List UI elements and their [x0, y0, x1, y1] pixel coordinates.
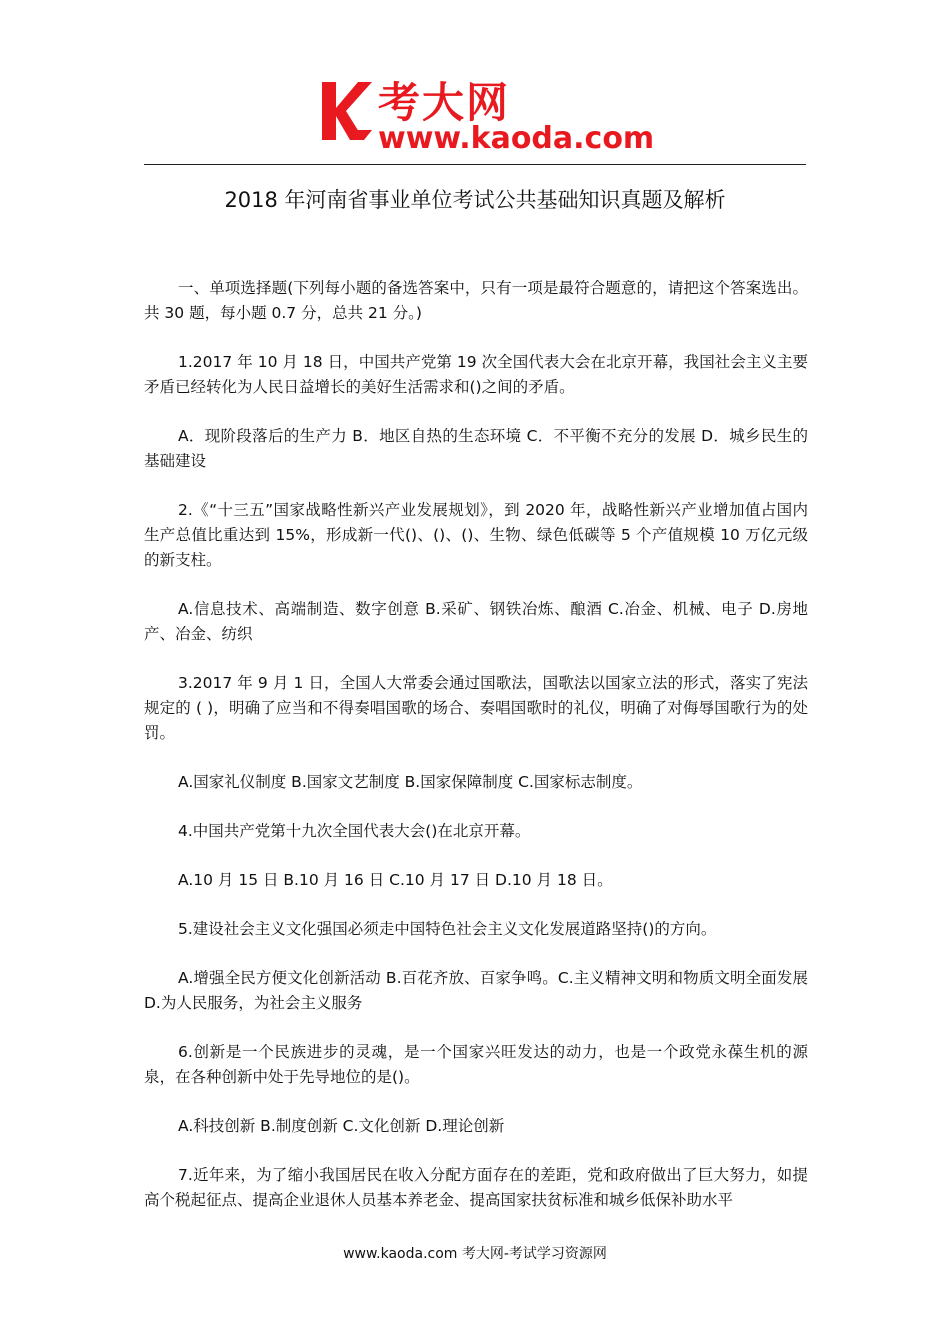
question-5: 5.建设社会主义文化强国必须走中国特色社会主义文化发展道路坚持()的方向。 [178, 920, 717, 938]
header-divider [144, 164, 806, 165]
document-title: 2018 年河南省事业单位考试公共基础知识真题及解析 [224, 188, 726, 212]
logo-url: www.kaoda.com [378, 121, 655, 156]
question-2-options: A.信息技术、高端制造、数字创意 B.采矿、钢铁冶炼、酿酒 C.冶金、机械、电子 D.房地产、冶金、纺织 [144, 600, 808, 643]
question-6: 6.创新是一个民族进步的灵魂，是一个国家兴旺发达的动力，也是一个政党永葆生机的源泉，在各种创新中处于先导地位的是()。 [144, 1043, 808, 1086]
paragraph-instructions: 一、单项选择题(下列每小题的备选答案中，只有一项是最符合题意的，请把这个答案选出。共 30 题，每小题 0.7 分，总共 21 分。) [144, 279, 808, 322]
question-2: 2.《“十三五”国家战略性新兴产业发展规划》，到 2020 年，战略性新兴产业增加值占国内生产总值比重达到 15%，形成新一代()、()、()、生物、绿色低碳等 5 个产值规模 10 万亿元级的新支柱。 [144, 501, 808, 569]
page-footer: www.kaoda.com 考大网-考试学习资源网 [343, 1246, 607, 1262]
question-5-options: A.增强全民方便文化创新活动 B.百花齐放、百家争鸣。C.主义精神文明和物质文明全面发展 D.为人民服务，为社会主义服务 [144, 969, 808, 1012]
question-7: 7.近年来，为了缩小我国居民在收入分配方面存在的差距，党和政府做出了巨大努力，如提高个税起征点、提高企业退休人员基本养老金、提高国家扶贫标准和城乡低保补助水平 [144, 1166, 808, 1209]
question-4-options: A.10 月 15 日 B.10 月 16 日 C.10 月 17 日 D.10 月 18 日。 [178, 871, 613, 889]
question-1: 1.2017 年 10 月 18 日，中国共产党第 19 次全国代表大会在北京开幕，我国社会主义主要矛盾已经转化为人民日益增长的美好生活需求和()之间的矛盾。 [144, 353, 808, 396]
question-3: 3.2017 年 9 月 1 日，全国人大常委会通过国歌法，国歌法以国家立法的形式，落实了宪法规定的 ( )，明确了应当和不得奏唱国歌的场合、奏唱国歌时的礼仪，明确了对侮辱国歌行为的处罚。 [144, 674, 808, 742]
question-1-options: A．现阶段落后的生产力 B．地区自热的生态环境 C．不平衡不充分的发展 D．城乡民生的基础建设 [144, 427, 808, 470]
question-6-options: A.科技创新 B.制度创新 C.文化创新 D.理论创新 [178, 1117, 505, 1135]
document-body [144, 276, 808, 1237]
question-3-options: A.国家礼仪制度 B.国家文艺制度 B.国家保障制度 C.国家标志制度。 [178, 773, 643, 791]
logo-text: 考大网 [378, 78, 511, 127]
kaoda-logo [320, 78, 655, 158]
question-4: 4.中国共产党第十九次全国代表大会()在北京开幕。 [178, 822, 531, 840]
k-logo-icon [320, 78, 374, 144]
